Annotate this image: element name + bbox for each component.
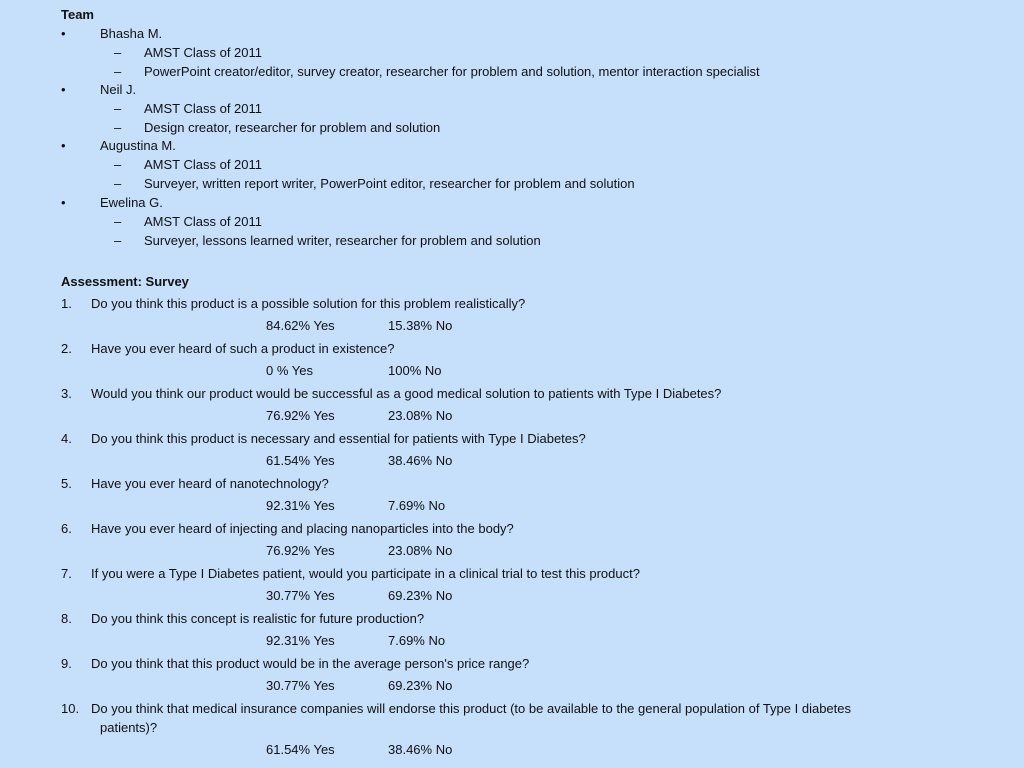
answer-no: 7.69% No [388, 633, 446, 648]
bullet-icon: • [61, 82, 66, 97]
member-detail-text: PowerPoint creator/editor, survey creator, researcher for problem and solution, mentor interaction specialist [144, 64, 760, 79]
question-text: Do you think this product is a possible solution for this problem realistically? [91, 296, 526, 311]
answer-no: 23.08% No [388, 408, 453, 423]
answer-no: 15.38% No [388, 318, 453, 333]
answer-yes: 0 % Yes [266, 363, 313, 378]
dash-icon: – [114, 64, 122, 79]
dash-icon: – [114, 233, 122, 248]
member-detail-text: AMST Class of 2011 [144, 45, 263, 60]
answer-no: 38.46% No [388, 453, 453, 468]
answer-yes: 30.77% Yes [266, 588, 335, 603]
question-number: 10. [61, 701, 80, 716]
member-detail-text: Surveyer, lessons learned writer, researcher for problem and solution [144, 233, 541, 248]
member-detail-text: Design creator, researcher for problem and solution [144, 120, 441, 135]
answer-yes: 76.92% Yes [266, 543, 335, 558]
question-text: Do you think that this product would be in the average person's price range? [91, 656, 530, 671]
member-name: Neil J. [100, 82, 137, 97]
dash-icon: – [114, 45, 122, 60]
answer-no: 100% No [388, 363, 442, 378]
dash-icon: – [114, 176, 122, 191]
member-detail-text: AMST Class of 2011 [144, 214, 263, 229]
dash-icon: – [114, 214, 122, 229]
dash-icon: – [114, 101, 122, 116]
question-number: 3. [61, 386, 72, 401]
member-name: Bhasha M. [100, 26, 163, 41]
answer-no: 69.23% No [388, 588, 453, 603]
member-detail-text: Surveyer, written report writer, PowerPoint editor, researcher for problem and solution [144, 176, 635, 191]
answer-no: 38.46% No [388, 742, 453, 757]
question-number: 2. [61, 341, 72, 356]
question-number: 7. [61, 566, 72, 581]
answer-no: 23.08% No [388, 543, 453, 558]
question-number: 6. [61, 521, 72, 536]
answer-yes: 84.62% Yes [266, 318, 335, 333]
bullet-icon: • [61, 138, 66, 153]
answer-no: 7.69% No [388, 498, 446, 513]
answer-yes: 61.54% Yes [266, 742, 335, 757]
question-number: 8. [61, 611, 72, 626]
question-text: Do you think this product is necessary and essential for patients with Type I Diabetes? [91, 431, 586, 446]
question-number: 9. [61, 656, 72, 671]
bullet-icon: • [61, 195, 66, 210]
answer-yes: 92.31% Yes [266, 633, 335, 648]
member-name: Augustina M. [100, 138, 176, 153]
question-text: If you were a Type I Diabetes patient, would you participate in a clinical trial to test this product? [91, 566, 640, 581]
answer-yes: 76.92% Yes [266, 408, 335, 423]
question-text: Have you ever heard of such a product in existence? [91, 341, 395, 356]
answer-yes: 61.54% Yes [266, 453, 335, 468]
question-text: Do you think this concept is realistic for future production? [91, 611, 425, 626]
dash-icon: – [114, 157, 122, 172]
question-text: Have you ever heard of injecting and placing nanoparticles into the body? [91, 521, 514, 536]
question-text: Would you think our product would be successful as a good medical solution to patients with Type I Diabetes? [91, 386, 722, 401]
member-detail-text: AMST Class of 2011 [144, 157, 263, 172]
question-text: Have you ever heard of nanotechnology? [91, 476, 329, 491]
answer-yes: 92.31% Yes [266, 498, 335, 513]
bullet-icon: • [61, 26, 66, 41]
question-number: 1. [61, 296, 72, 311]
survey-heading: Assessment: Survey [61, 274, 189, 289]
question-text: Do you think that medical insurance companies will endorse this product (to be available to the general population of Type I diabetes [91, 701, 851, 716]
answer-no: 69.23% No [388, 678, 453, 693]
member-name: Ewelina G. [100, 195, 163, 210]
question-text-continued: patients)? [100, 720, 158, 735]
dash-icon: – [114, 120, 122, 135]
question-number: 5. [61, 476, 72, 491]
answer-yes: 30.77% Yes [266, 678, 335, 693]
team-heading: Team [61, 7, 94, 22]
question-number: 4. [61, 431, 72, 446]
member-detail-text: AMST Class of 2011 [144, 101, 263, 116]
